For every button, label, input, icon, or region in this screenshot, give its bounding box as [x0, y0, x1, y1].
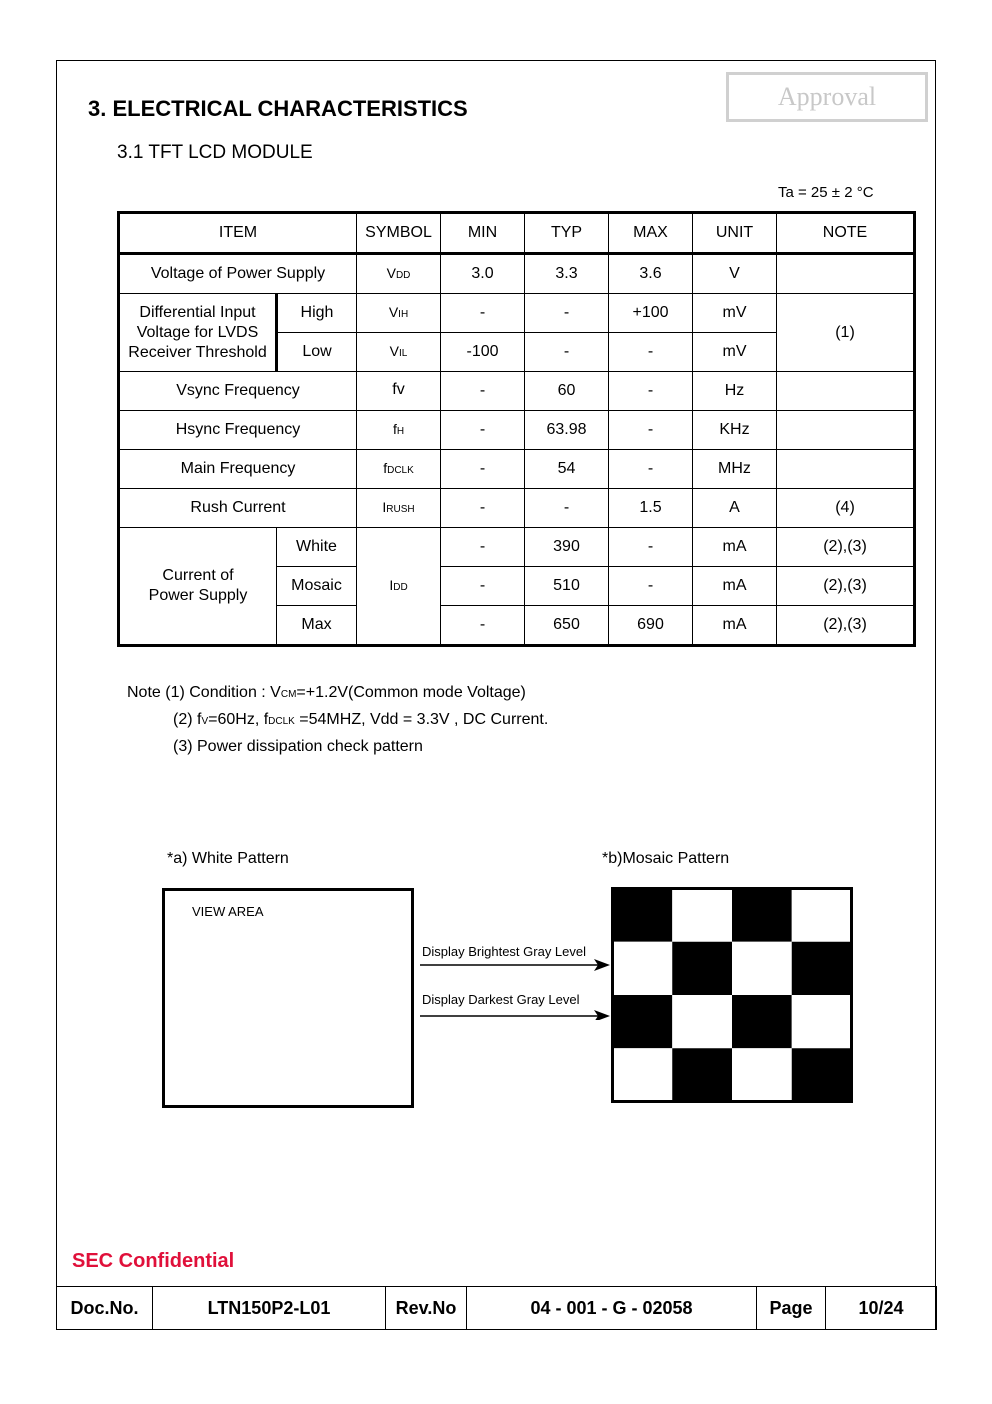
document-footer: [56, 1286, 937, 1330]
symbol-cell: fH: [357, 411, 441, 450]
condition-cell: High: [277, 294, 357, 333]
section-title: 3. ELECTRICAL CHARACTERISTICS: [88, 96, 468, 121]
brightest-gray-label: Display Brightest Gray Level: [422, 944, 587, 959]
unit-cell: mA: [693, 606, 777, 646]
mosaic-white-cell: [672, 889, 732, 942]
item-cell: Hsync Frequency: [119, 411, 357, 450]
max-cell: -: [609, 372, 693, 411]
unit-cell: V: [693, 254, 777, 294]
min-cell: 3.0: [441, 254, 525, 294]
darkest-arrow-head-icon: [594, 1010, 610, 1020]
condition-cell: Low: [277, 333, 357, 372]
table-row: [119, 411, 915, 450]
item-cell: Vsync Frequency: [119, 372, 357, 411]
mosaic-black-cell: [792, 1048, 852, 1101]
typ-cell: 650: [525, 606, 609, 646]
rev-no-label: Rev.No: [386, 1287, 467, 1330]
typ-cell: 54: [525, 450, 609, 489]
note-2: (2) fV=60Hz, fDCLK =54MHZ, Vdd = 3.3V , DC Current.: [173, 711, 549, 728]
mosaic-white-cell: [792, 995, 852, 1048]
symbol-cell: IRUSH: [357, 489, 441, 528]
note-1: Note (1) Condition : VCM=+1.2V(Common mode Voltage): [127, 684, 526, 701]
max-cell: 690: [609, 606, 693, 646]
condition-cell: Max: [277, 606, 357, 646]
note-cell: [777, 450, 915, 489]
page-label: Page: [757, 1287, 826, 1330]
note-cell: (1): [777, 294, 915, 372]
typ-cell: 390: [525, 528, 609, 567]
max-cell: -: [609, 528, 693, 567]
table-row: [119, 294, 915, 333]
mosaic-black-cell: [732, 889, 792, 942]
mosaic-black-cell: [613, 995, 673, 1048]
mosaic-black-cell: [672, 1048, 732, 1101]
header-item: ITEM: [119, 213, 357, 254]
ambient-temperature-condition: Ta = 25 ± 2 °C: [778, 184, 874, 201]
symbol-cell: IDD: [357, 528, 441, 646]
note-cell: [777, 372, 915, 411]
unit-cell: mV: [693, 333, 777, 372]
note-cell: (4): [777, 489, 915, 528]
symbol-cell: VIH: [357, 294, 441, 333]
item-cell: Rush Current: [119, 489, 357, 528]
header-min: MIN: [441, 213, 525, 254]
min-cell: -: [441, 294, 525, 333]
condition-cell: Mosaic: [277, 567, 357, 606]
min-cell: -100: [441, 333, 525, 372]
typ-cell: 510: [525, 567, 609, 606]
subsection-title: 3.1 TFT LCD MODULE: [117, 142, 313, 163]
max-cell: -: [609, 411, 693, 450]
max-cell: 3.6: [609, 254, 693, 294]
typ-cell: 3.3: [525, 254, 609, 294]
min-cell: -: [441, 372, 525, 411]
table-row: [119, 254, 915, 294]
note-cell: [777, 411, 915, 450]
doc-no-label: Doc.No.: [57, 1287, 153, 1330]
darkest-gray-label: Display Darkest Gray Level: [422, 992, 580, 1007]
unit-cell: mV: [693, 294, 777, 333]
symbol-cell: VIL: [357, 333, 441, 372]
header-max: MAX: [609, 213, 693, 254]
mosaic-black-cell: [792, 942, 852, 995]
mosaic-black-cell: [613, 889, 673, 942]
electrical-characteristics-table: [117, 211, 916, 647]
table-row: [119, 372, 915, 411]
header-typ: TYP: [525, 213, 609, 254]
min-cell: -: [441, 450, 525, 489]
doc-no-value: LTN150P2-L01: [153, 1287, 386, 1330]
note-cell: (2),(3): [777, 606, 915, 646]
table-row: [119, 450, 915, 489]
symbol-cell: fv: [357, 372, 441, 411]
white-pattern-label: *a) White Pattern: [167, 850, 289, 867]
mosaic-white-cell: [613, 942, 673, 995]
min-cell: -: [441, 606, 525, 646]
note-3: (3) Power dissipation check pattern: [173, 738, 423, 755]
unit-cell: A: [693, 489, 777, 528]
typ-cell: -: [525, 333, 609, 372]
header-note: NOTE: [777, 213, 915, 254]
view-area-label: VIEW AREA: [192, 904, 264, 919]
item-cell: Main Frequency: [119, 450, 357, 489]
unit-cell: KHz: [693, 411, 777, 450]
rev-no-value: 04 - 001 - G - 02058: [467, 1287, 757, 1330]
min-cell: -: [441, 411, 525, 450]
item-cell: Voltage of Power Supply: [119, 254, 357, 294]
unit-cell: mA: [693, 528, 777, 567]
note-cell: (2),(3): [777, 567, 915, 606]
typ-cell: 63.98: [525, 411, 609, 450]
item-cell: Current of Power Supply: [119, 528, 277, 646]
approval-stamp: Approval: [726, 72, 928, 122]
header-unit: UNIT: [693, 213, 777, 254]
symbol-cell: VDD: [357, 254, 441, 294]
mosaic-black-cell: [672, 942, 732, 995]
mosaic-white-cell: [613, 1048, 673, 1101]
mosaic-pattern-label: *b)Mosaic Pattern: [602, 850, 730, 867]
max-cell: -: [609, 333, 693, 372]
min-cell: -: [441, 528, 525, 567]
min-cell: -: [441, 567, 525, 606]
white-pattern-view-area: [162, 888, 414, 1108]
table-header-row: [119, 213, 915, 254]
table-row: [119, 489, 915, 528]
unit-cell: Hz: [693, 372, 777, 411]
note-cell: (2),(3): [777, 528, 915, 567]
max-cell: -: [609, 450, 693, 489]
mosaic-white-cell: [732, 1048, 792, 1101]
condition-cell: White: [277, 528, 357, 567]
max-cell: 1.5: [609, 489, 693, 528]
mosaic-pattern-grid: [611, 887, 853, 1103]
table-row: [119, 528, 915, 567]
typ-cell: -: [525, 294, 609, 333]
arrows-diagram: [416, 950, 612, 1020]
min-cell: -: [441, 489, 525, 528]
typ-cell: 60: [525, 372, 609, 411]
header-symbol: SYMBOL: [357, 213, 441, 254]
note-cell: [777, 254, 915, 294]
max-cell: +100: [609, 294, 693, 333]
mosaic-white-cell: [732, 942, 792, 995]
unit-cell: mA: [693, 567, 777, 606]
typ-cell: -: [525, 489, 609, 528]
max-cell: -: [609, 567, 693, 606]
mosaic-white-cell: [672, 995, 732, 1048]
symbol-cell: fDCLK: [357, 450, 441, 489]
mosaic-white-cell: [792, 889, 852, 942]
mosaic-black-cell: [732, 995, 792, 1048]
page-value: 10/24: [826, 1287, 937, 1330]
item-cell: Differential Input Voltage for LVDS Receiver Threshold: [119, 294, 277, 372]
confidential-label: SEC Confidential: [72, 1250, 235, 1272]
unit-cell: MHz: [693, 450, 777, 489]
